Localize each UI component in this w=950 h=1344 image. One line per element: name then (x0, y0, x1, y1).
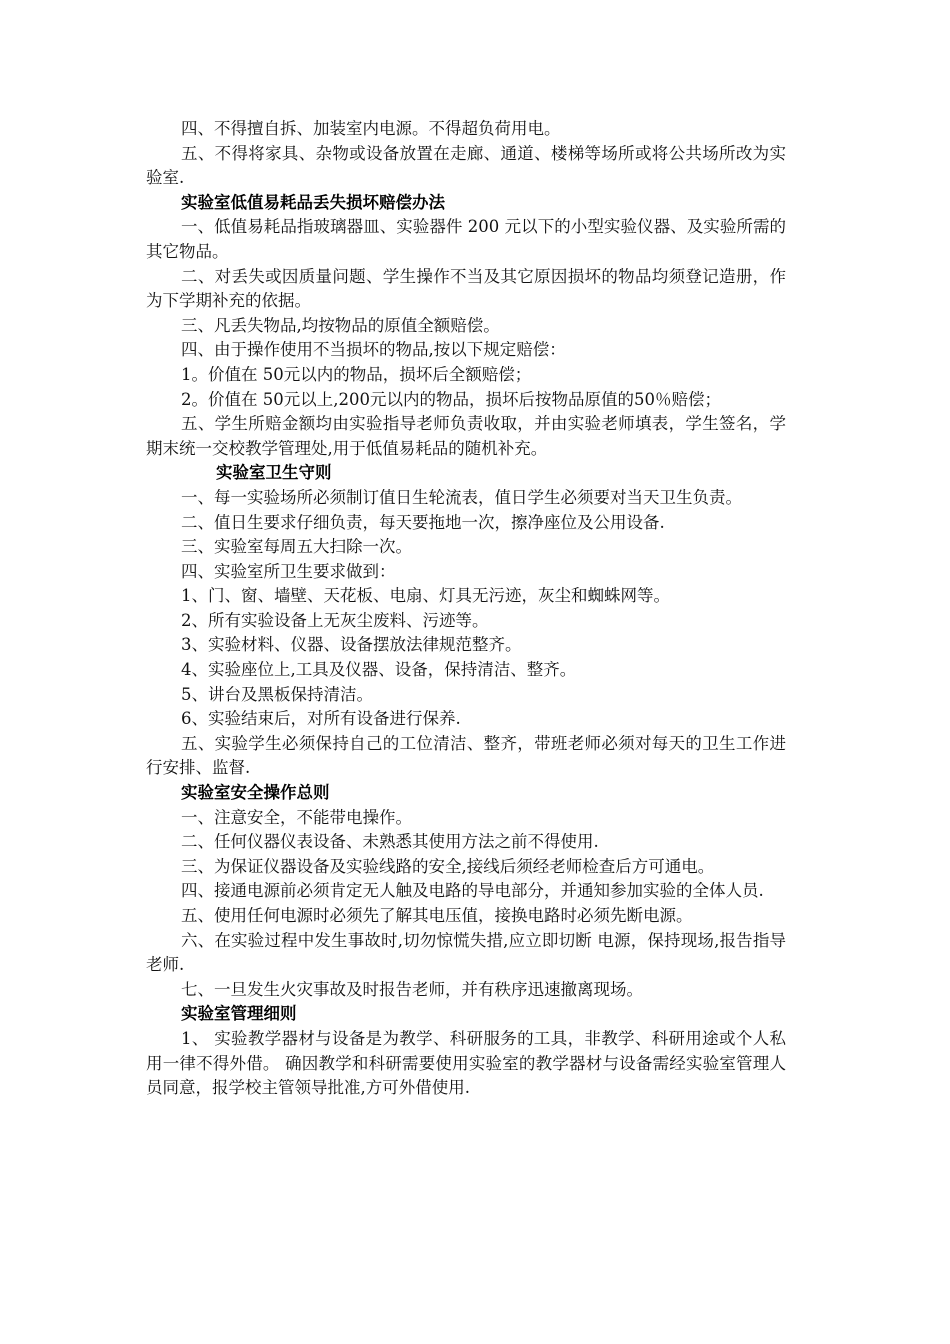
paragraph: 六、在实验过程中发生事故时,切勿惊慌失措,应立即切断 电源，保持现场,报告指导老师. (146, 930, 786, 975)
paragraph: 二、任何仪器仪表设备、未熟悉其使用方法之前不得使用. (181, 832, 599, 852)
paragraph: 4、实验座位上,工具及仪器、设备，保持清洁、整齐。 (181, 660, 577, 680)
paragraph: 二、对丢失或因质量问题、学生操作不当及其它原因损坏的物品均须登记造册，作为下学期补充的依据。 (146, 266, 786, 311)
document-body (146, 117, 786, 1101)
paragraph: 6、实验结束后，对所有设备进行保养. (181, 709, 461, 729)
paragraph: 四、接通电源前必须肯定无人触及电路的导电部分，并通知参加实验的全体人员. (181, 881, 764, 901)
paragraph: 四、由于操作使用不当损坏的物品,按以下规定赔偿： (181, 340, 566, 360)
paragraph: 三、实验室每周五大扫除一次。 (181, 537, 412, 557)
paragraph: 2、所有实验设备上无灰尘废料、污迹等。 (181, 610, 489, 630)
section-heading: 实验室管理细则 (181, 1004, 297, 1024)
section-heading: 实验室低值易耗品丢失损坏赔偿办法 (181, 192, 445, 212)
paragraph: 二、值日生要求仔细负责，每天要拖地一次，擦净座位及公用设备. (181, 512, 665, 532)
paragraph: 四、不得擅自拆、加装室内电源。不得超负荷用电。 (181, 119, 561, 138)
paragraph: 一、每一实验场所必须制订值日生轮流表，值日学生必须要对当天卫生负责。 (181, 487, 742, 507)
paragraph: 1。价值在 50元以内的物品，损坏后全额赔偿； (181, 364, 532, 384)
paragraph: 五、不得将家具、杂物或设备放置在走廊、通道、楼梯等场所或将公共场所改为实验室. (146, 143, 786, 188)
paragraph: 五、实验学生必须保持自己的工位清洁、整齐，带班老师必须对每天的卫生工作进行安排、监督. (146, 733, 786, 778)
paragraph: 五、使用任何电源时必须先了解其电压值，接换电路时必须先断电源。 (181, 906, 693, 925)
paragraph: 一、注意安全，不能带电操作。 (181, 807, 412, 827)
paragraph: 5、讲台及黑板保持清洁。 (181, 684, 373, 704)
paragraph: 2。价值在 50元以上,200元以内的物品，损坏后按物品原值的50％赔偿； (181, 389, 721, 409)
section-heading: 实验室安全操作总则 (181, 783, 330, 803)
paragraph: 3、实验材料、仪器、设备摆放法律规范整齐。 (181, 635, 522, 655)
paragraph: 1、门、窗、墙壁、天花板、电扇、灯具无污迹，灰尘和蜘蛛网等。 (181, 586, 670, 606)
paragraph: 七、一旦发生火灾事故及时报告老师，并有秩序迅速撤离现场。 (181, 979, 643, 999)
paragraph: 1、 实验教学器材与设备是为教学、科研服务的工具，非教学、科研用途或个人私用一律不得外借。 确因教学和科研需要使用实验室的教学器材与设备需经实验室管理人员同意，报学校主管领导批准,方可外借使用. (146, 1028, 786, 1098)
section-heading: 实验室卫生守则 (216, 463, 332, 483)
paragraph: 四、实验室所卫生要求做到： (181, 561, 396, 581)
paragraph: 三、为保证仪器设备及实验线路的安全,接线后须经老师检查后方可通电。 (181, 856, 715, 876)
paragraph: 五、学生所赔金额均由实验指导老师负责收取，并由实验老师填表，学生签名，学期末统一交校教学管理处,用于低值易耗品的随机补充。 (146, 414, 786, 458)
paragraph: 三、凡丢失物品,均按物品的原值全额赔偿。 (181, 315, 500, 335)
paragraph: 一、低值易耗品指玻璃器皿、实验器件 200 元以下的小型实验仪器、及实验所需的其它物品。 (146, 217, 786, 261)
